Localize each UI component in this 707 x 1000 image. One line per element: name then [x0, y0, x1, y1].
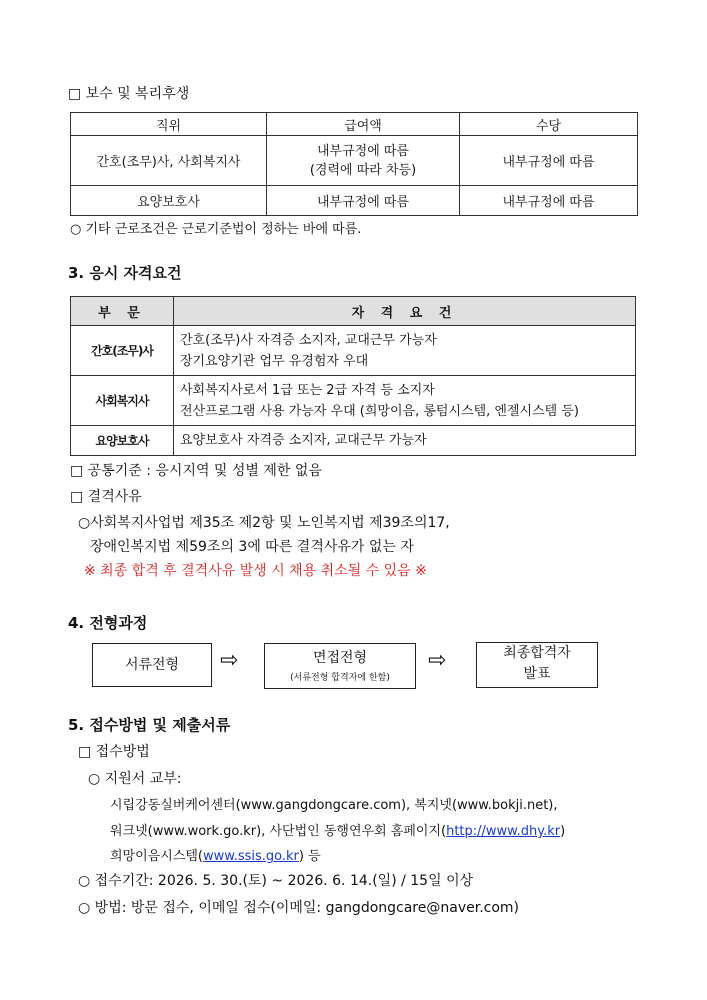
requirement-cell [174, 376, 636, 426]
col-header-position: 직위 [71, 113, 267, 136]
col-header-allowance: 수당 [460, 113, 638, 136]
table-row [71, 426, 636, 456]
receipt-method: ○ 방법: 방문 접수, 이메일 접수(이메일: gangdongcare@naver.com) [78, 900, 520, 916]
step-label: 최종합격자 [503, 645, 571, 661]
requirement-cell: 요양보호사 자격증 소지자, 교대근무 가능자 [174, 426, 636, 456]
allowance-cell: 내부규정에 따름 [460, 136, 638, 186]
pay-line: 내부규정에 따름 [316, 143, 410, 159]
table-row [71, 376, 636, 426]
disqualification-line: 장애인복지법 제59조의 3에 따른 결격사유가 없는 자 [90, 539, 414, 555]
step-sublabel: (서류전형 합격자에 한함) [290, 673, 390, 683]
requirement-line: 간호(조무)사 자격증 소지자, 교대근무 가능자 [180, 332, 437, 348]
application-distribution-heading: ○ 지원서 교부: [88, 771, 182, 787]
common-criteria: □ 공통기준 : 응시지역 및 성별 제한 없음 [70, 463, 322, 479]
position-cell: 간호(조무)사, 사회복지사 [71, 136, 267, 186]
distribution-text: ) 등 [298, 849, 321, 864]
benefits-heading: □ 보수 및 복리후생 [68, 86, 190, 102]
col-header-category: 부 문 [71, 297, 174, 326]
step-label: 면접전형 [312, 650, 368, 666]
table-row [71, 186, 638, 216]
distribution-text: ) [560, 824, 566, 839]
receipt-period: ○ 접수기간: 2026. 5. 30.(토) ~ 2026. 6. 14.(일) / 15일 이상 [78, 873, 474, 889]
qualification-table [70, 296, 636, 456]
section-3-title: 3. 응시 자격요건 [68, 264, 182, 282]
allowance-cell: 내부규정에 따름 [460, 186, 638, 216]
col-header-requirements: 자 격 요 건 [174, 297, 636, 326]
category-cell: 요양보호사 [71, 426, 174, 456]
step-sublabel: 발표 [523, 666, 551, 682]
requirement-line: 사회복지사로서 1급 또는 2급 자격 등 소지자 [180, 382, 435, 398]
pay-cell [267, 136, 460, 186]
step-document-screening [92, 643, 212, 687]
step-label: 서류전형 [124, 657, 180, 673]
distribution-line: 시립강동실버케어센터(www.gangdongcare.com), 복지넷(www.bokji.net), [110, 798, 558, 813]
table-row [71, 326, 636, 376]
distribution-line [110, 845, 321, 864]
table-row [71, 136, 638, 186]
ssis-link[interactable]: www.ssis.go.kr [202, 849, 299, 864]
category-cell: 사회복지사 [71, 376, 174, 426]
arrow-icon: ⇨ [220, 648, 239, 673]
requirement-line: 전산프로그램 사용 가능자 우대 (희망이음, 롱텀시스템, 엔젤시스템 등) [180, 403, 579, 419]
col-header-pay: 급여액 [267, 113, 460, 136]
dhy-link[interactable]: http://www.dhy.kr [446, 824, 561, 839]
disqualification-heading: □ 결격사유 [70, 489, 142, 505]
receipt-method-heading: □ 접수방법 [78, 744, 150, 760]
section-4-title: 4. 전형과정 [68, 614, 148, 632]
benefits-table [70, 112, 638, 216]
disqualification-line: ○사회복지사업법 제35조 제2항 및 노인복지법 제39조의17, [78, 515, 450, 531]
section-5-title: 5. 접수방법 및 제출서류 [68, 716, 231, 734]
arrow-icon: ⇨ [428, 648, 447, 673]
distribution-text: 워크넷(www.work.go.kr), 사단법인 동행연우회 홈페이지( [110, 824, 447, 839]
category-cell: 간호(조무)사 [71, 326, 174, 376]
pay-cell: 내부규정에 따름 [267, 186, 460, 216]
requirement-cell [174, 326, 636, 376]
step-interview [264, 643, 416, 689]
requirement-line: 장기요양기관 업무 유경험자 우대 [180, 353, 369, 369]
pay-line: (경력에 따라 차등) [309, 162, 417, 178]
warning-text: ※ 최종 합격 후 결격사유 발생 시 채용 취소될 수 있음 ※ [84, 563, 427, 579]
benefits-note: ○ 기타 근로조건은 근로기준법이 정하는 바에 따름. [70, 222, 362, 237]
step-final-announcement [476, 642, 598, 688]
distribution-text: 희망이음시스템( [110, 849, 203, 864]
distribution-line [110, 820, 565, 839]
position-cell: 요양보호사 [71, 186, 267, 216]
